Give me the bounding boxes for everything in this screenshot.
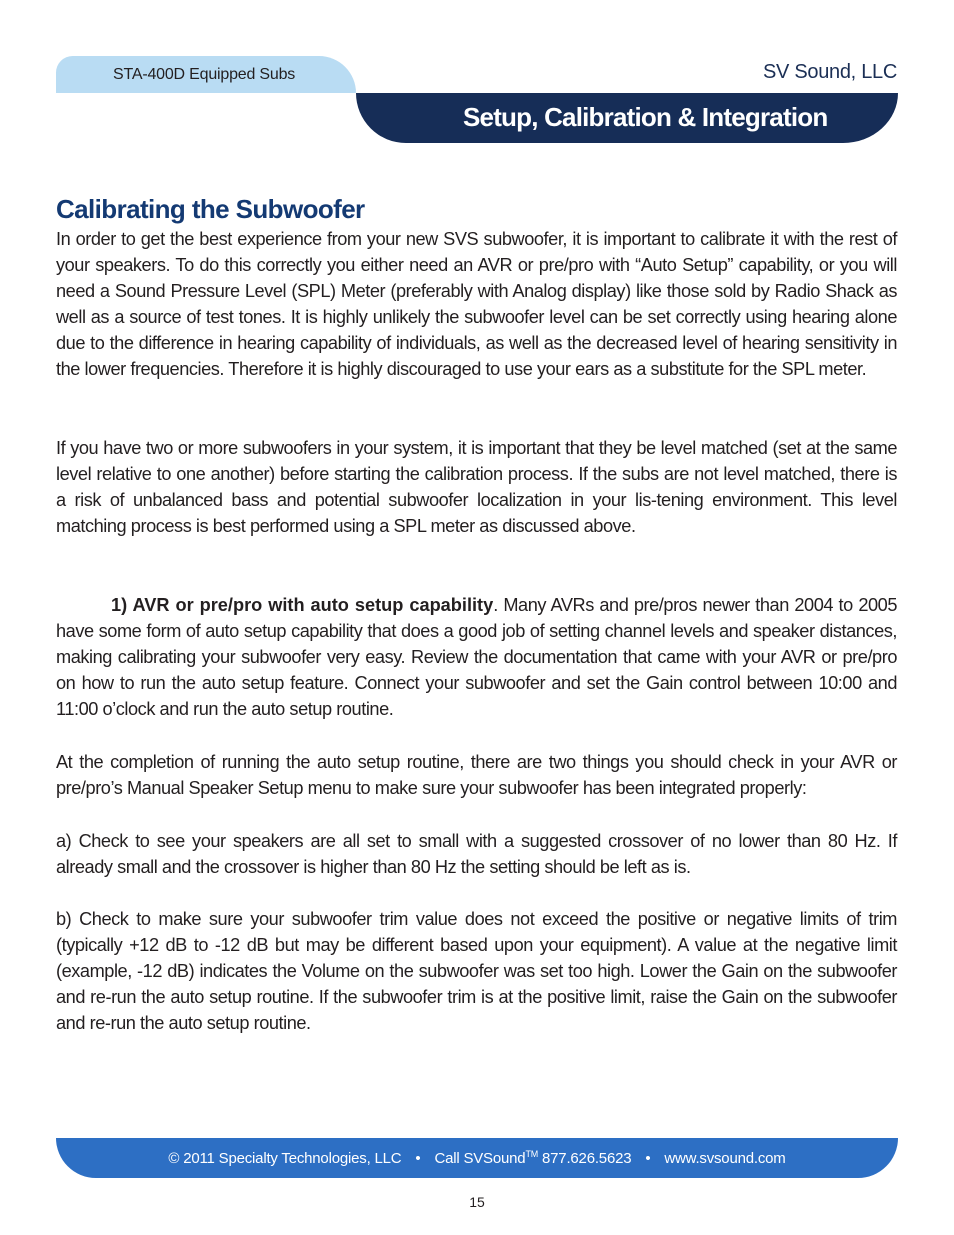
footer-separator: • [415, 1150, 421, 1167]
list-item-text: . Many AVRs and pre/pros newer than 2004 to 2005 have some form of auto setup capability that does a good job of setting channel levels and speaker distances, making calibrating your subwoofer very easy. Review the documentation that came with your AVR or pre/pro on how to run the auto setup feature. Connect your subwoofer and set the Gain control between 10:00 and 11:00 o’clock and run the auto setup routine. [56, 595, 897, 719]
footer-copyright: © 2011 Specialty Technologies, LLC [168, 1150, 402, 1167]
product-tab-label: STA-400D Equipped Subs [113, 66, 296, 83]
company-name: SV Sound, LLC [763, 61, 897, 83]
list-item-auto-setup [56, 592, 897, 722]
footer-call [434, 1150, 631, 1167]
footer-phone: 877.626.5623 [538, 1150, 632, 1167]
paragraph-level-matching: If you have two or more subwoofers in your system, it is important that they be level matched (set at the same level relative to one another) before starting the calibration process. If the subs are not level matched, there is a risk of unbalanced bass and potential subwoofer localization in your lis-tening environment. This level matching process is best performed using a SPL meter as discussed above. [56, 438, 897, 536]
footer-separator: • [645, 1150, 651, 1167]
paragraph-intro: In order to get the best experience from your new SVS subwoofer, it is important to calibrate it with the rest of your speakers. To do this correctly you either need an AVR or pre/pro with “Auto Setup” capability, or you will need a Sound Pressure Level (SPL) Meter (preferably with Analog display) like those sold by Radio Shack as well as a source of test tones. It is highly unlikely the subwoofer level can be set correctly using hearing alone due to the difference in hearing capability of individuals, as well as the decreased level of hearing sensitivity in the lower frequencies. Therefore it is highly discouraged to use your ears as a substitute for the SPL meter. [56, 229, 897, 379]
check-item-b: b) Check to make sure your subwoofer trim value does not exceed the positive or negative limits of trim (typically +12 dB to -12 dB but may be different based upon your equipment). A value at the negative limit (example, -12 dB) indicates the Volume on the subwoofer was set too high. Lower the Gain on the subwoofer and re-run the auto setup routine. If the subwoofer trim is at the positive limit, raise the Gain on the subwoofer and re-run the auto setup routine. [56, 909, 897, 1033]
list-item-lead: 1) AVR or pre/pro with auto setup capability [111, 595, 494, 615]
product-tab [56, 56, 356, 93]
footer-website-link[interactable]: www.svsound.com [664, 1150, 786, 1167]
footer-call-prefix: Call SVSound [434, 1150, 526, 1167]
paragraph-completion: At the completion of running the auto setup routine, there are two things you should check in your AVR or pre/pro’s Manual Speaker Setup menu to make sure your subwoofer has been integrated properly: [56, 752, 897, 798]
check-item-a: a) Check to see your speakers are all set to small with a suggested crossover of no lower than 80 Hz. If already small and the crossover is higher than 80 Hz the setting should be left as is. [56, 831, 897, 877]
page-title: Calibrating the Subwoofer [56, 194, 365, 224]
banner-title: Setup, Calibration & Integration [463, 102, 828, 132]
footer-trademark: TM [525, 1149, 539, 1159]
footer-info [56, 1149, 898, 1167]
page-number: 15 [469, 1194, 485, 1210]
